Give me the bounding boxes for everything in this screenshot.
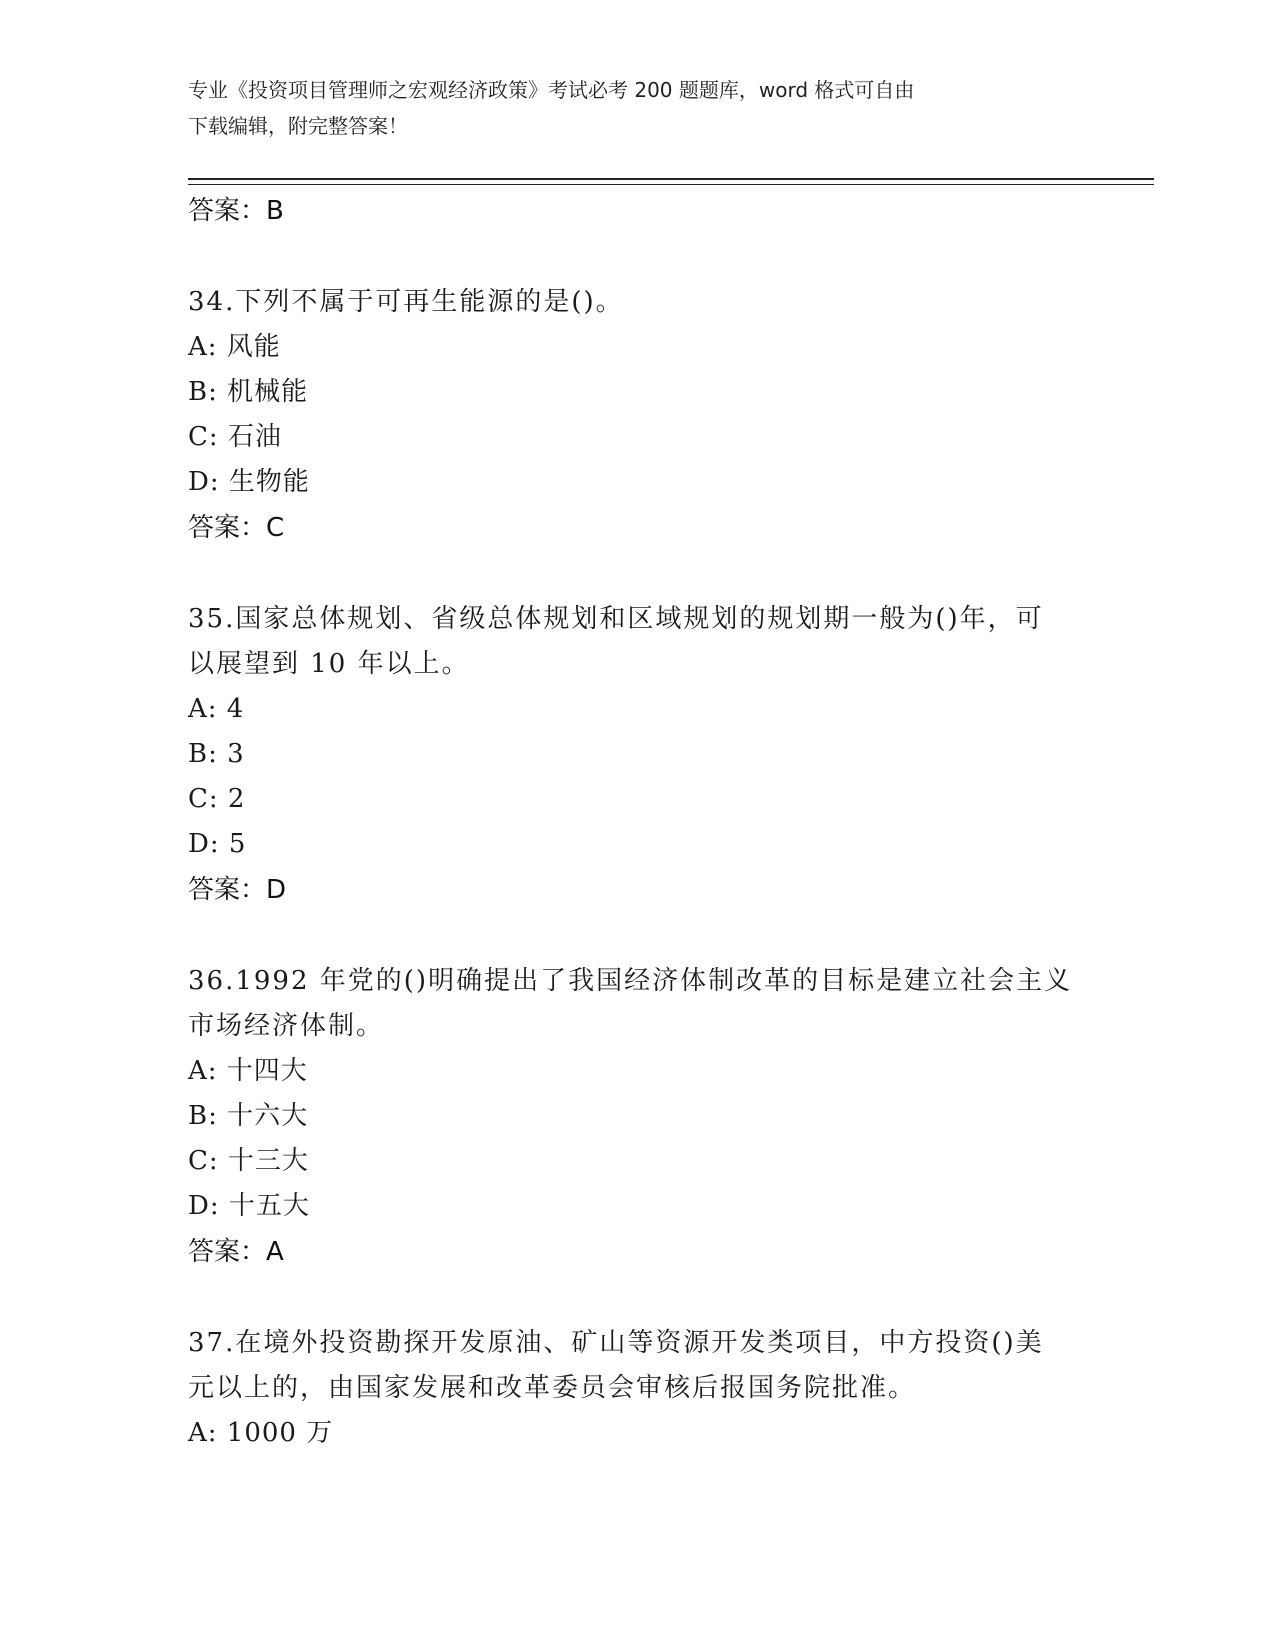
answer: 答案：A <box>188 1237 284 1267</box>
option-d: D: 十五大 <box>188 1191 310 1221</box>
answer-33: 答案：B <box>188 196 284 226</box>
question-text-line-2: 以展望到 10 年以上。 <box>188 649 470 679</box>
question-35 <box>188 597 1088 913</box>
header-rule <box>188 178 1154 180</box>
question-list <box>188 188 1088 1456</box>
option-c: C: 十三大 <box>188 1146 309 1176</box>
question-text: 34.下列不属于可再生能源的是()。 <box>188 287 624 317</box>
option-c: C: 2 <box>188 784 246 814</box>
header-line-1: 专业《投资项目管理师之宏观经济政策》考试必考 200 题题库，word 格式可自由 <box>188 78 915 102</box>
question-34 <box>188 280 1088 551</box>
question-37 <box>188 1321 1088 1456</box>
option-c: C: 石油 <box>188 422 282 452</box>
option-a: A: 十四大 <box>188 1056 308 1086</box>
option-a: A: 1000 万 <box>188 1418 334 1448</box>
question-text-line-1: 36.1992 年党的()明确提出了我国经济体制改革的目标是建立社会主义 <box>188 966 1073 996</box>
option-b: B: 3 <box>188 739 245 769</box>
question-text-line-1: 35.国家总体规划、省级总体规划和区域规划的规划期一般为()年，可 <box>188 604 1044 634</box>
option-b: B: 机械能 <box>188 377 309 407</box>
header-rule-thin <box>188 184 1154 185</box>
question-text-line-2: 元以上的，由国家发展和改革委员会审核后报国务院批准。 <box>188 1373 917 1403</box>
option-d: D: 5 <box>188 829 247 859</box>
answer: 答案：C <box>188 513 285 543</box>
option-d: D: 生物能 <box>188 467 310 497</box>
option-a: A: 风能 <box>188 332 281 362</box>
question-text-line-2: 市场经济体制。 <box>188 1011 385 1041</box>
answer: 答案：D <box>188 875 287 905</box>
question-text-line-1: 37.在境外投资勘探开发原油、矿山等资源开发类项目，中方投资()美 <box>188 1328 1044 1358</box>
option-b: B: 十六大 <box>188 1101 309 1131</box>
question-36 <box>188 959 1088 1275</box>
document-header <box>188 72 1088 144</box>
option-a: A: 4 <box>188 694 245 724</box>
header-line-2: 下载编辑，附完整答案！ <box>188 114 408 138</box>
